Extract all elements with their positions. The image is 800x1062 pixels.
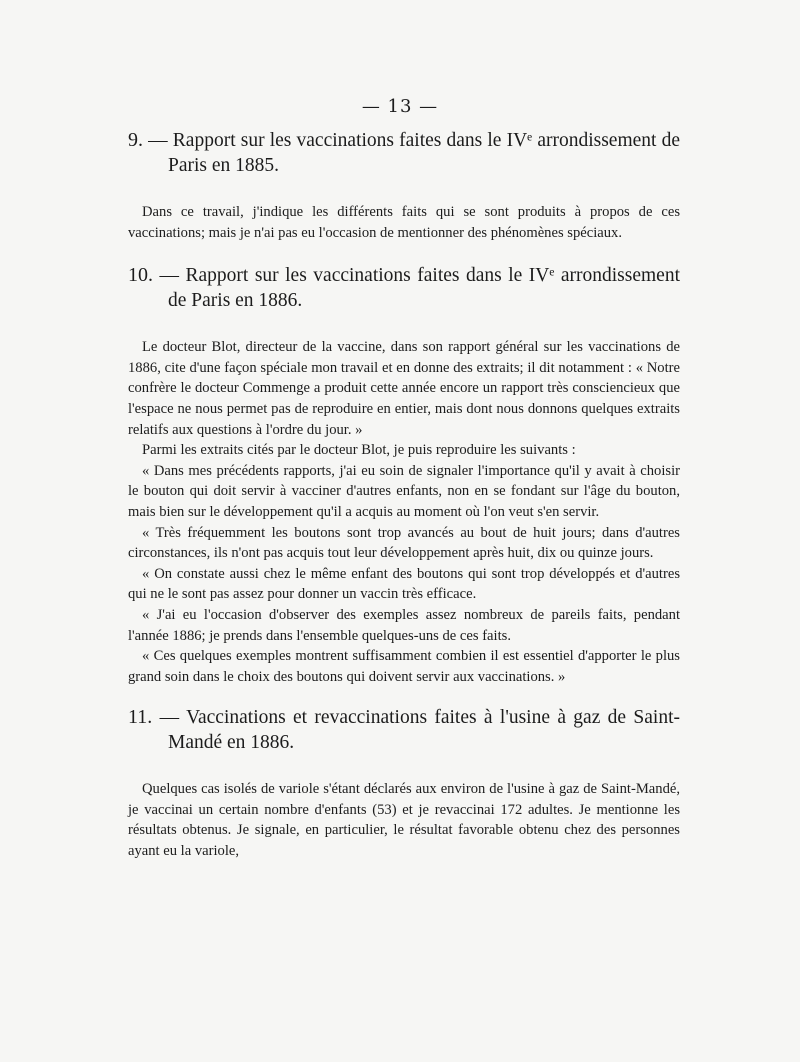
quoted-paragraph: « Très fréquemment les boutons sont trop avancés au bout de huit jours; dans d'autres circonstances, ils n'ont pas acquis tout leur développement après huit, dix ou quinze jours. — [128, 524, 680, 562]
paragraph: Le docteur Blot, directeur de la vaccine, dans son rapport général sur les vaccinations de 1886, cite d'une façon spéciale mon travail et en donne des extraits; il dit notamment : « Notre confrère le docteur Commenge a produit cette année encore un rapport très consciencieux que l'espace ne nous permet pas de reproduire en entier, mais dont nous donnons quelques extraits relatifs aux questions à l'ordre du jour. » — [128, 339, 680, 438]
quoted-paragraph: « J'ai eu l'occasion d'observer des exemples assez nombreux de pareils faits, pendant l'année 1886; je prends dans l'ensemble quelques-uns de ces faits. — [128, 606, 680, 644]
page-content — [128, 128, 680, 862]
paragraph: Dans ce travail, j'indique les différents faits qui se sont produits à propos de ces vaccinations; mais je n'ai pas eu l'occasion de mentionner des phénomènes spéciaux. — [128, 204, 680, 241]
section-title: — Rapport sur les vaccinations faites dans le IVᵉ arrondissement de Paris en 1886. — [153, 265, 680, 312]
quoted-paragraph: « Ces quelques exemples montrent suffisamment combien il est essentiel d'apporter le plus grand soin dans le choix des boutons qui doivent servir aux vaccinations. » — [128, 648, 680, 685]
paragraph: Parmi les extraits cités par le docteur Blot, je puis reproduire les suivants : — [142, 442, 576, 459]
quoted-paragraph: « On constate aussi chez le même enfant des boutons qui sont trop développés et d'autres qui ne le sont pas assez pour donner un vaccin très efficace. — [128, 565, 680, 603]
paragraph: Quelques cas isolés de variole s'étant déclarés aux environ de l'usine à gaz de Saint-Mandé, je vaccinai un certain nombre d'enfants (53) et je revaccinai 172 adultes. Je mentionne les résultats obtenus. Je signale, en particulier, le résultat favorable obtenu chez des personnes ayant eu la variole, — [128, 781, 680, 860]
quoted-paragraph: « Dans mes précédents rapports, j'ai eu soin de signaler l'importance qu'il y avait à choisir le bouton qui doit servir à vacciner d'autres enfants, non en se fondant sur l'âge du bouton, mais bien sur le développement qu'il a acquis au moment où l'on veut s'en servir. — [128, 462, 680, 520]
section-number: 11. — [128, 706, 153, 729]
section-heading-9 — [128, 128, 680, 178]
section-heading-11 — [128, 705, 680, 755]
section-number: 9. — [128, 129, 143, 151]
section-heading-10 — [128, 263, 680, 313]
section-title: — Vaccinations et revaccinations faites à l'usine à gaz de Saint-Mandé en 1886. — [152, 707, 680, 754]
section-title: — Rapport sur les vaccinations faites dans le IVᵉ arrondissement de Paris en 1885. — [143, 130, 680, 176]
page-number: — 13 — — [361, 96, 439, 117]
section-number: 10. — [128, 264, 153, 287]
